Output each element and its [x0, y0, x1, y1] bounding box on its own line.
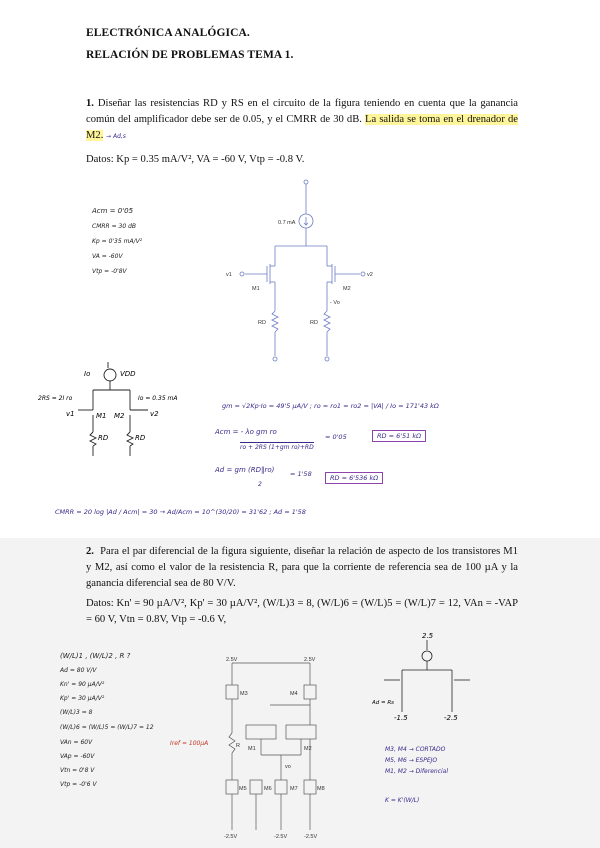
- problem2-right-notes: [385, 744, 448, 806]
- eq-acm-left: Acm = - λo gm ro: [215, 428, 277, 436]
- small-top-note: VDD: [120, 370, 136, 378]
- vss-label-2: -2.5V: [274, 834, 288, 840]
- m6-label: M6: [264, 786, 272, 792]
- problem1-data: Datos: Kp = 0.35 mA/V², VA = -60 V, Vtp = -0.8 V.: [86, 154, 305, 165]
- doc-subtitle: RELACIÓN DE PROBLEMAS TEMA 1.: [86, 49, 294, 61]
- doc-title: ELECTRÓNICA ANALÓGICA.: [86, 27, 250, 39]
- problem2-text: Para el par diferencial de la figura siguiente, diseñar la relación de aspecto de los transistores M1 y M2, así como el valor de la resistencia R, para que la corriente de referencia sea de 100 µA y la ganancia diferencial sea de 80 V/V.: [86, 546, 519, 589]
- note-line: Kp = 0'35 mA/V²: [92, 238, 143, 245]
- problem1-arrow-note: → Ad,s: [106, 133, 126, 140]
- note-line: M1, M2 → Diferencial: [385, 768, 449, 775]
- note-line: M3, M4 → CORTADO: [385, 746, 446, 753]
- problem1-statement: [86, 96, 518, 145]
- rd-right-label: RD: [310, 320, 318, 326]
- note-line: Kp' = 30 µA/V²: [60, 695, 105, 702]
- problem1-notes: [92, 204, 142, 279]
- m7-label: M7: [290, 786, 298, 792]
- note-line: (W/L)1 , (W/L)2 , R ?: [60, 652, 131, 660]
- m5-label: M5: [239, 786, 247, 792]
- vdd-label-1: 2.5V: [226, 657, 238, 663]
- note-line: Vtp = -0'6 V: [60, 781, 97, 788]
- eq-acm-right: = 0'05: [325, 433, 347, 441]
- small-v2: v2: [150, 410, 159, 418]
- note-line: CMRR = 30 dB: [92, 223, 137, 230]
- m2-label-2: M2: [304, 746, 312, 752]
- small-left-label: 2RS = 2I ro: [38, 395, 73, 402]
- problem1-small-circuit: [38, 360, 188, 460]
- rd-left-label: RD: [258, 320, 266, 326]
- small-right-label: Io = 0.35 mA: [138, 395, 178, 402]
- problem2-side-circuit: [372, 630, 482, 720]
- r-label: R: [236, 743, 240, 749]
- vss-label-1: -2.5V: [224, 834, 238, 840]
- note-line: (W/L)6 = (W/L)5 = (W/L)7 = 12: [60, 724, 154, 731]
- problem1-text: Diseñar las resistencias RD y RS en el circuito de la figura teniendo en cuenta que la ganancia común del amplificador debe ser de 0.05, y el CMRR de 30 dB.: [86, 98, 518, 125]
- problem1-number: 1.: [86, 98, 94, 109]
- eq-acm-result: RD = 6'51 kΩ: [372, 430, 426, 442]
- problem2-circuit: [190, 655, 350, 840]
- m1-label-2: M1: [248, 746, 256, 752]
- eq-cmrr: CMRR = 20 log |Ad / Acm| = 30 → Ad/Acm = 10^(30/20) = 31'62 ; Ad = 1'58: [55, 508, 306, 516]
- note-line: Vtp = -0'8V: [92, 268, 127, 275]
- problem2-data: Datos: Kn' = 90 µA/V², Kp' = 30 µA/V², (W/L)3 = 8, (W/L)6 = (W/L)5 = (W/L)7 = 12, VAn = -VAP = 60 V, Vtn = 0.8V, Vtp = -0.6 V,: [86, 598, 518, 625]
- small-rd1: RD: [98, 434, 109, 442]
- current-source-label: 0.7 mA: [278, 220, 296, 226]
- side-top-label: 2.5: [422, 632, 434, 640]
- eq-gm-ro: gm = √2Kp·Io = 49'5 µA/V ; ro = ro1 = ro2 = |VA| / Io = 171'43 kΩ: [222, 402, 439, 410]
- note-line: Vtn = 0'8 V: [60, 767, 95, 774]
- m8-label: M8: [317, 786, 325, 792]
- note-line: K = K'(W/L): [385, 797, 420, 804]
- vo-label-2: vo: [285, 764, 291, 770]
- side-bottom-left: -1.5: [394, 714, 408, 720]
- problem1-highlight: La salida se toma en el drenador de M2.: [86, 114, 518, 141]
- problem2-notes: [60, 648, 154, 792]
- m1-label: M1: [252, 286, 260, 292]
- note-line: Kn' = 90 µA/V²: [60, 681, 105, 688]
- iref-note: Iref = 100µA: [170, 740, 209, 747]
- note-line: M5, M6 → ESPEJO: [385, 757, 438, 764]
- problem2-number: 2.: [86, 546, 94, 557]
- vo-label: - Vo: [330, 300, 340, 306]
- eq-ad-den: 2: [258, 481, 262, 488]
- v2-label: v2: [367, 272, 373, 278]
- small-source-label: Io: [84, 370, 91, 378]
- problem1-circuit: [220, 176, 380, 366]
- small-m1: M1: [96, 412, 107, 420]
- m2-label: M2: [343, 286, 351, 292]
- vss-label-3: -2.5V: [304, 834, 318, 840]
- small-rd2: RD: [135, 434, 146, 442]
- vdd-label-2: 2.5V: [304, 657, 316, 663]
- problem2-statement: [86, 544, 518, 592]
- eq-acm-den: ro + 2RS (1+gm ro)+RD: [240, 444, 314, 451]
- m3-label: M3: [240, 691, 248, 697]
- small-v1: v1: [66, 410, 75, 418]
- side-label: Ad = Rs: [372, 700, 395, 706]
- eq-ad-result: RD = 6'536 kΩ: [325, 472, 383, 484]
- side-bottom-right: -2.5: [444, 714, 458, 720]
- v1-label: v1: [226, 272, 232, 278]
- note-line: VAn = 60V: [60, 739, 93, 746]
- eq-ad-left: Ad = gm (RD‖ro): [215, 466, 275, 474]
- small-m2: M2: [114, 412, 125, 420]
- m4-label: M4: [290, 691, 298, 697]
- note-line: VA = -60V: [92, 253, 123, 260]
- note-line: VAp = -60V: [60, 753, 95, 760]
- note-line: (W/L)3 = 8: [60, 709, 93, 716]
- note-line: Acm = 0'05: [92, 207, 134, 215]
- eq-ad-right: = 1'58: [290, 470, 312, 478]
- note-line: Ad = 80 V/V: [60, 667, 97, 674]
